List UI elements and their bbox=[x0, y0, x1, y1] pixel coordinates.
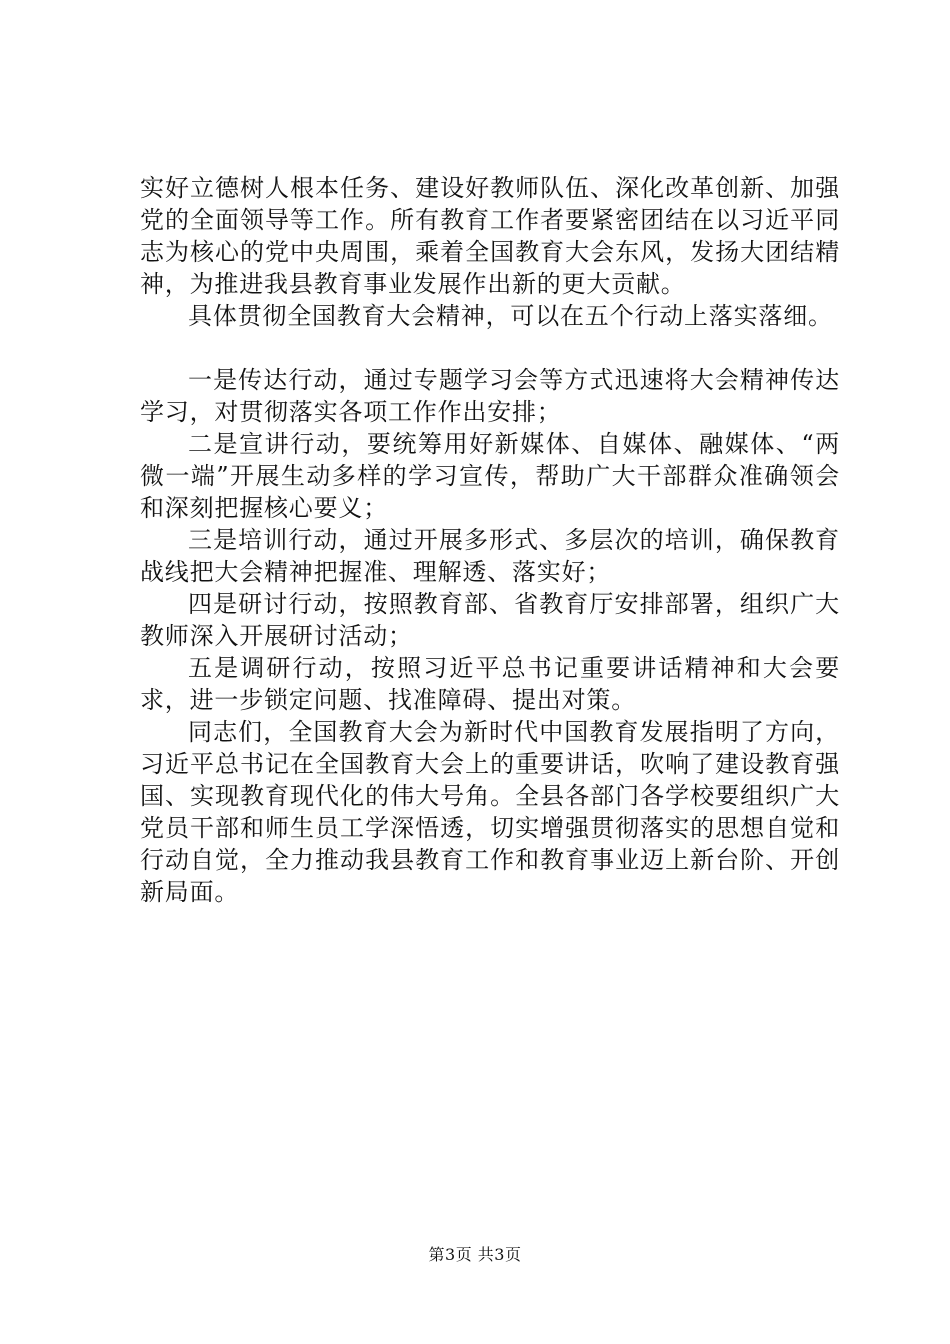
paragraph-conclusion: 同志们，全国教育大会为新时代中国教育发展指明了方向，习近平总书记在全国教育大会上的重要讲话，吹响了建设教育强国、实现教育现代化的伟大号角。全县各部门各学校要组织广大党员干部和师生员工学深悟透，切实增强贯彻落实的思想自觉和行动自觉，全力推动我县教育工作和教育事业迈上新台阶、开创新局面。 bbox=[140, 718, 840, 906]
document-body bbox=[140, 172, 840, 908]
paragraph-action-5: 五是调研行动，按照习近平总书记重要讲话精神和大会要求，进一步锁定问题、找准障碍、提出对策。 bbox=[140, 654, 840, 714]
paragraph-five-actions-intro: 具体贯彻全国教育大会精神，可以在五个行动上落实落细。 bbox=[188, 302, 833, 330]
paragraph-action-4: 四是研讨行动，按照教育部、省教育厅安排部署，组织广大教师深入开展研讨活动； bbox=[140, 590, 840, 650]
paragraph-continuation: 实好立德树人根本任务、建设好教师队伍、深化改革创新、加强党的全面领导等工作。所有教育工作者要紧密团结在以习近平同志为核心的党中央周围，乘着全国教育大会东风，发扬大团结精神，为推进我县教育事业发展作出新的更大贡献。 bbox=[140, 174, 840, 298]
paragraph-action-2: 二是宣讲行动，要统筹用好新媒体、自媒体、融媒体、“两微一端”开展生动多样的学习宣传，帮助广大干部群众准确领会和深刻把握核心要义； bbox=[140, 430, 840, 522]
paragraph-action-3: 三是培训行动，通过开展多形式、多层次的培训，确保教育战线把大会精神把握准、理解透、落实好； bbox=[140, 526, 840, 586]
page-number-footer: 第3页 共3页 bbox=[428, 1245, 522, 1264]
paragraph-action-1: 一是传达行动，通过专题学习会等方式迅速将大会精神传达学习，对贯彻落实各项工作作出安排； bbox=[140, 366, 840, 426]
